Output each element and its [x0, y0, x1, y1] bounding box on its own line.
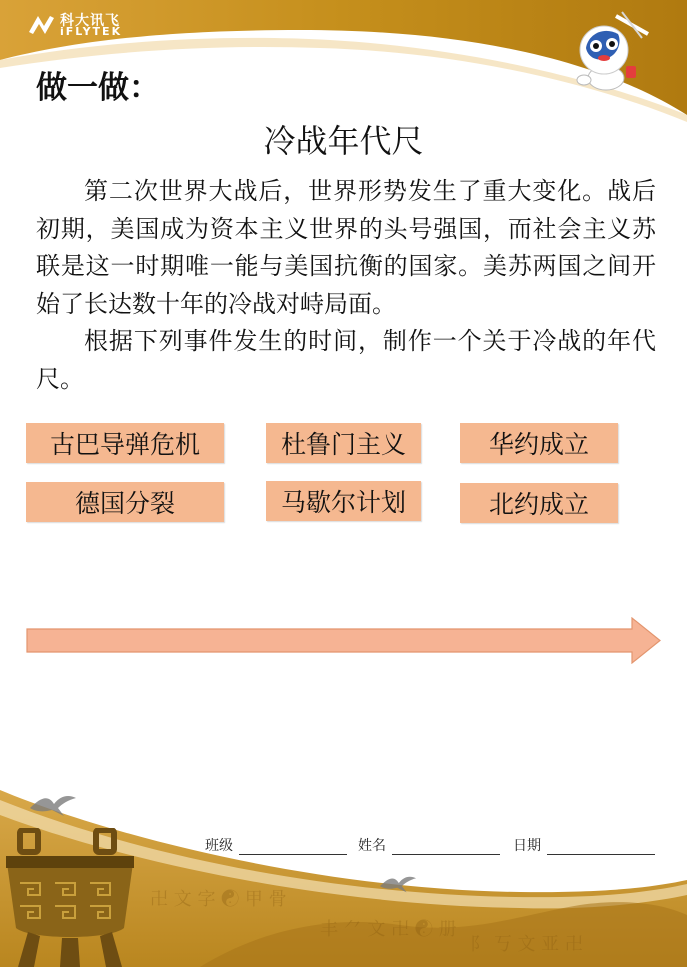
instruction-paragraph: 根据下列事件发生的时间，制作一个关于冷战的年代尺。	[36, 327, 656, 393]
svg-text:⻖ 丂 文 亚 卍: ⻖ 丂 文 亚 卍	[470, 934, 583, 955]
svg-text:丰 ⺈ 文 卍 ☯ 册: 丰 ⺈ 文 卍 ☯ 册	[320, 919, 457, 940]
astronaut-mascot-icon	[568, 8, 654, 94]
crane-icon	[378, 872, 418, 894]
event-card-truman-doctrine[interactable]: 杜鲁门主义	[266, 423, 421, 463]
name-field	[358, 835, 500, 855]
page-title: 冷战年代尺	[263, 122, 424, 160]
date-blank[interactable]	[547, 840, 655, 855]
name-blank[interactable]	[392, 840, 500, 855]
event-card-division-of-germany[interactable]: 德国分裂	[26, 482, 224, 522]
date-label: 日期	[513, 838, 541, 854]
class-field	[205, 835, 347, 855]
timeline-arrow-icon	[26, 617, 662, 664]
bronze-ding-icon	[0, 828, 140, 967]
event-card-nato[interactable]: 北约成立	[460, 483, 618, 523]
brand-name-cn: 科大讯飞	[60, 13, 120, 29]
brand-name-en: iFLYTEK	[60, 25, 123, 38]
event-card-marshall-plan[interactable]: 马歇尔计划	[266, 481, 421, 521]
intro-paragraph: 第二次世界大战后，世界形势发生了重大变化。战后初期，美国成为资本主义世界的头号强国，而社会主义苏联是这一时期唯一能与美国抗衡的国家。美苏两国之间开始了长达数十年的冷战对峙局面。	[36, 177, 656, 318]
class-label: 班级	[205, 838, 233, 854]
class-blank[interactable]	[239, 840, 347, 855]
iflytek-logo-icon	[26, 12, 56, 36]
name-label: 姓名	[358, 838, 386, 854]
event-card-cuban-missile-crisis[interactable]: 古巴导弹危机	[26, 423, 224, 463]
event-card-warsaw-pact[interactable]: 华约成立	[460, 423, 618, 463]
crane-icon	[28, 790, 78, 818]
date-field	[513, 835, 655, 855]
activity-heading: 做一做：	[36, 70, 160, 106]
svg-text:卍 文 字 ☯ 甲 骨: 卍 文 字 ☯ 甲 骨	[150, 889, 287, 910]
